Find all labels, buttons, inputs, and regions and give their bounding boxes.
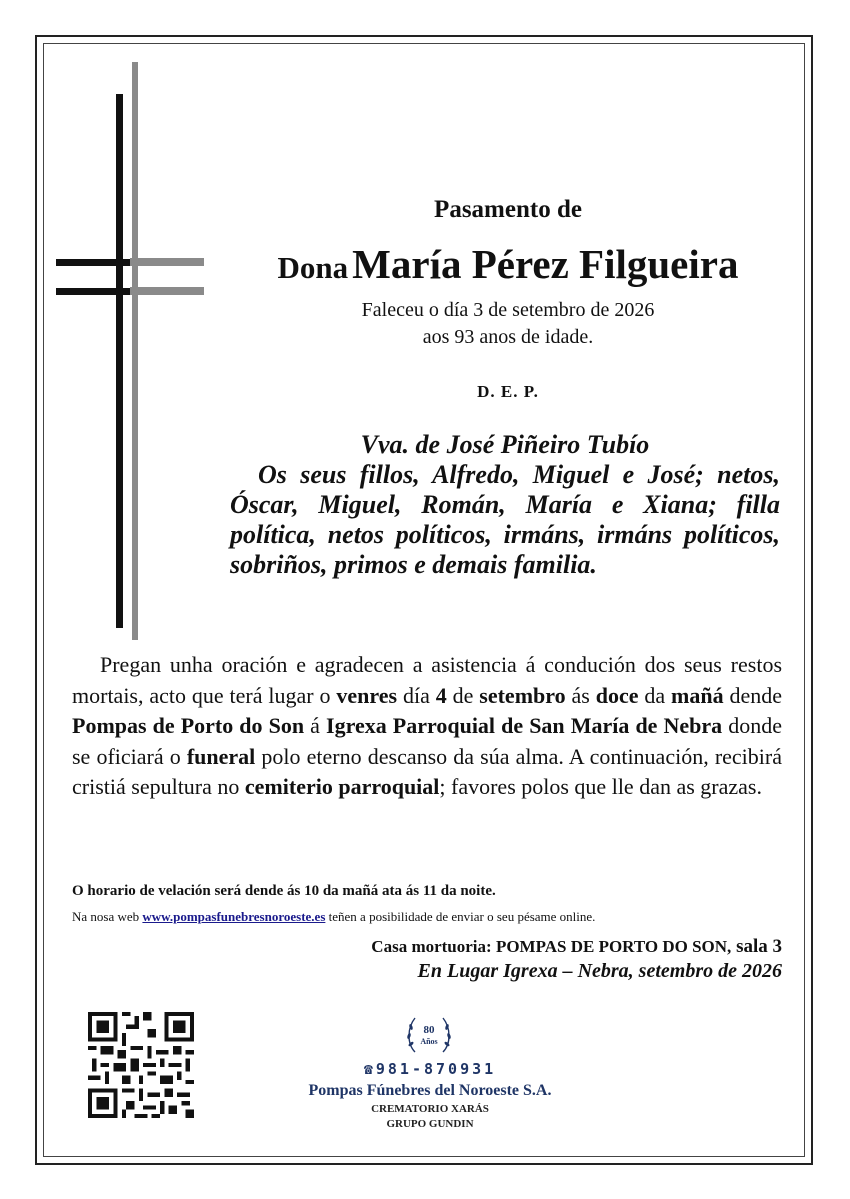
widow-line: Vva. de José Piñeiro Tubío bbox=[360, 430, 650, 459]
text-run: da bbox=[638, 682, 672, 708]
velacion-note: O horario de velación será dende ás 10 da mañá ata ás 11 da noite. bbox=[72, 883, 496, 899]
full-name: María Pérez Filgueira bbox=[352, 241, 739, 287]
text-run: polo eterno descanso da súa alma. A continuación, recibirá cristiá sepultura no bbox=[72, 743, 782, 799]
honorific: Dona bbox=[277, 250, 349, 285]
bold-run: funeral bbox=[186, 743, 256, 769]
family-block bbox=[230, 430, 780, 580]
text-run: de bbox=[446, 682, 480, 708]
died-line: Faleceu o día 3 de setembro de 2026 bbox=[361, 299, 655, 321]
dep-label: D. E. P. bbox=[477, 382, 539, 401]
bold-run: Igrexa Parroquial de San María de Nebra bbox=[326, 713, 723, 738]
text-run: donde se oficiará o bbox=[72, 713, 783, 769]
text-run: á bbox=[304, 713, 327, 738]
text-run: día bbox=[397, 682, 436, 708]
text-run: Pregan unha oración e agradecen a asistencia á condución dos seus restos mortais, acto que terá lugar o bbox=[72, 652, 782, 708]
phone-number[interactable]: 981-870931 bbox=[375, 1060, 497, 1078]
qr-code[interactable] bbox=[88, 1012, 194, 1118]
badge-word: Años bbox=[420, 1037, 438, 1046]
funeral-home-label: Casa mortuoria: POMPAS DE PORTO DO SON, bbox=[371, 937, 732, 956]
funeral-home-line bbox=[371, 936, 782, 958]
place-date-line: En Lugar Igrexa – Nebra, setembro de 2026 bbox=[417, 960, 782, 982]
page-title: Pasamento de bbox=[434, 196, 582, 223]
death-info bbox=[222, 297, 794, 351]
age-line: aos 93 anos de idade. bbox=[422, 326, 594, 348]
bold-run: mañá bbox=[671, 682, 724, 708]
text-run: dende bbox=[723, 682, 783, 708]
room-label: sala 3 bbox=[731, 936, 782, 957]
bold-run: doce bbox=[595, 682, 639, 708]
bold-run: venres bbox=[336, 682, 398, 708]
bold-run: setembro bbox=[479, 682, 566, 708]
web-text: teñen a posibilidade de enviar o seu pésame online. bbox=[325, 909, 596, 924]
bold-run: Pompas de Porto do Son bbox=[72, 713, 305, 738]
ceremony-paragraph bbox=[72, 650, 782, 803]
cross-icon bbox=[50, 60, 210, 640]
website-link[interactable]: www.pompasfunebresnoroeste.es bbox=[142, 909, 326, 924]
phone-line bbox=[280, 1060, 580, 1078]
grupo-label: GRUPO GUNDIN bbox=[386, 1118, 474, 1130]
bold-run: cemiterio parroquial bbox=[244, 774, 440, 799]
text-run: ; favores polos que lle dan as grazas. bbox=[439, 774, 762, 799]
text-run: ás bbox=[565, 682, 596, 708]
crematorio-label: CREMATORIO XARÁS bbox=[371, 1103, 489, 1115]
family-text: Os seus fillos, Alfredo, Miguel e José; netos, Óscar, Miguel, Román, María e Xiana; filla política, netos políticos, irmáns, irmáns políticos, sobriños, primos e demais familia. bbox=[230, 460, 780, 579]
web-note bbox=[72, 909, 595, 925]
company-name: Pompas Fúnebres del Noroeste S.A. bbox=[308, 1082, 552, 1099]
web-text: Na nosa web bbox=[72, 909, 143, 924]
laurel-badge-icon bbox=[403, 1012, 455, 1058]
bold-run: 4 bbox=[435, 682, 447, 708]
phone-icon: ☎ bbox=[363, 1060, 376, 1078]
badge-number: 80 bbox=[423, 1024, 435, 1036]
deceased-name bbox=[222, 240, 794, 288]
